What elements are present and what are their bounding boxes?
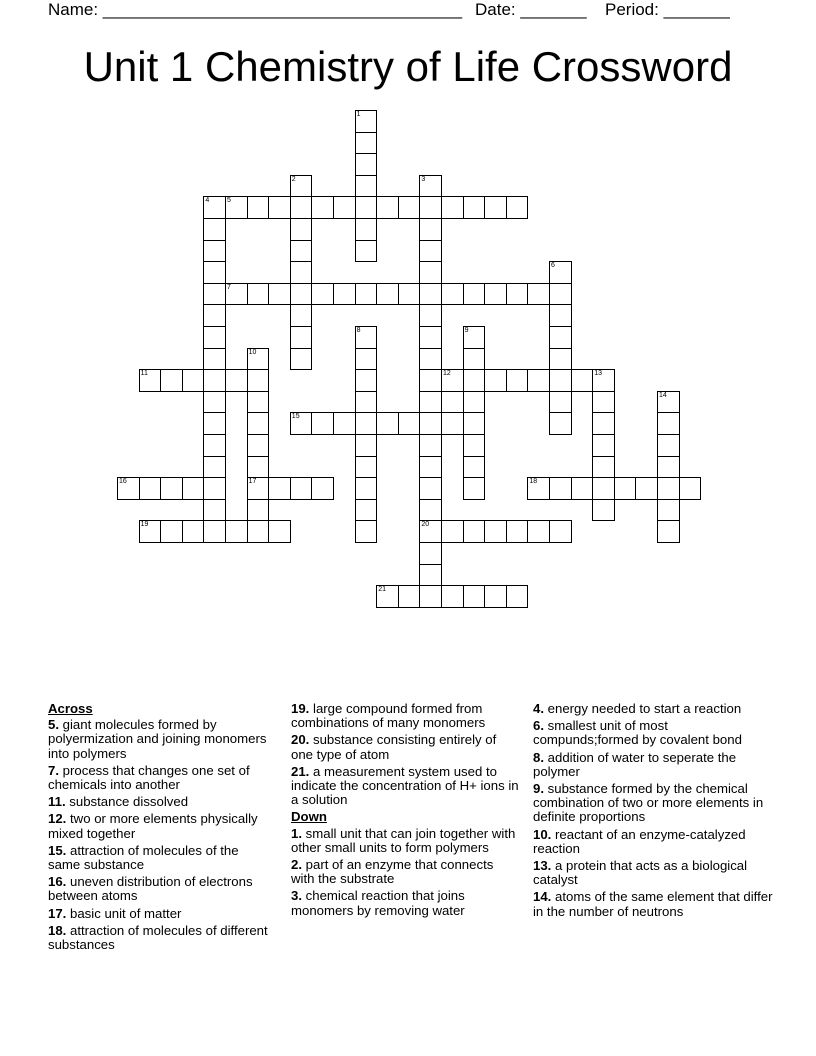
- crossword-cell[interactable]: [290, 477, 313, 500]
- crossword-cell[interactable]: [311, 283, 334, 306]
- crossword-cell[interactable]: [549, 520, 572, 543]
- crossword-cell[interactable]: [355, 499, 378, 522]
- clue-text: attraction of molecules of the same substance: [48, 842, 239, 873]
- crossword-cell[interactable]: [657, 499, 680, 522]
- crossword-cell[interactable]: [419, 304, 442, 327]
- cell-number: 9: [464, 327, 469, 334]
- cell-number: 3: [421, 175, 426, 183]
- crossword-cell[interactable]: [441, 196, 464, 219]
- clue-number: 7.: [48, 762, 59, 778]
- crossword-cell[interactable]: [203, 369, 226, 392]
- crossword-cell[interactable]: [419, 542, 442, 565]
- down-heading: Down: [291, 809, 327, 825]
- crossword-cell[interactable]: [441, 283, 464, 306]
- crossword-cell[interactable]: [182, 520, 205, 543]
- down-clue-list: [291, 827, 519, 918]
- crossword-cell[interactable]: [203, 412, 226, 435]
- crossword-cell[interactable]: [290, 412, 313, 435]
- down-clue: [533, 859, 773, 887]
- crossword-cell[interactable]: [398, 196, 421, 219]
- crossword-cell[interactable]: [290, 283, 313, 306]
- crossword-cell[interactable]: [506, 585, 529, 608]
- crossword-cell[interactable]: [311, 477, 334, 500]
- crossword-cell[interactable]: [549, 477, 572, 500]
- cell-number: 21: [378, 586, 386, 594]
- crossword-cell[interactable]: [549, 412, 572, 435]
- down-clue: [533, 828, 773, 856]
- crossword-cell[interactable]: [419, 196, 442, 219]
- clue-text: a protein that acts as a biological catalyst: [533, 858, 748, 888]
- crossword-cell[interactable]: [247, 391, 270, 414]
- crossword-cell[interactable]: [355, 348, 378, 371]
- crossword-cell[interactable]: [355, 326, 378, 349]
- crossword-cell[interactable]: [203, 261, 226, 284]
- cell-number: 6: [551, 262, 555, 270]
- clue-text: process that changes one set of chemicals into another: [48, 762, 250, 793]
- clue-number: 20.: [291, 732, 310, 748]
- crossword-cell[interactable]: [355, 456, 378, 479]
- crossword-cell[interactable]: [506, 283, 529, 306]
- down-clue: [533, 702, 773, 716]
- across-clue: [48, 924, 273, 952]
- crossword-cell[interactable]: [247, 477, 270, 500]
- crossword-cell[interactable]: [160, 520, 183, 543]
- crossword-cell[interactable]: [355, 369, 378, 392]
- clue-number: 17.: [48, 905, 67, 921]
- crossword-cell[interactable]: [203, 240, 226, 263]
- crossword-cell[interactable]: [247, 369, 270, 392]
- crossword-cell[interactable]: [592, 412, 615, 435]
- across-clue-list: [48, 718, 273, 952]
- crossword-cell[interactable]: [268, 477, 291, 500]
- clue-number: 5.: [48, 717, 59, 733]
- clue-text: attraction of molecules of different substances: [48, 922, 268, 953]
- crossword-cell[interactable]: [182, 477, 205, 500]
- crossword-cell[interactable]: [463, 196, 486, 219]
- crossword-cell[interactable]: [419, 434, 442, 457]
- crossword-cell[interactable]: [657, 434, 680, 457]
- crossword-cell[interactable]: [355, 196, 378, 219]
- crossword-cell[interactable]: [203, 391, 226, 414]
- crossword-cell[interactable]: [268, 283, 291, 306]
- crossword-cell[interactable]: [527, 369, 550, 392]
- clue-number: 19.: [291, 701, 310, 716]
- crossword-cell[interactable]: [355, 132, 378, 155]
- crossword-cell[interactable]: [549, 326, 572, 349]
- crossword-cell[interactable]: [549, 261, 572, 284]
- crossword-cell[interactable]: [398, 283, 421, 306]
- cell-number: 18: [529, 478, 538, 486]
- crossword-cell[interactable]: [247, 499, 270, 522]
- clue-number: 21.: [291, 763, 310, 779]
- crossword-cell[interactable]: [419, 520, 442, 543]
- crossword-cell[interactable]: [376, 196, 399, 219]
- crossword-cell[interactable]: [484, 520, 507, 543]
- period-field-label[interactable]: Period: _______: [605, 0, 730, 19]
- clue-number: 14.: [533, 889, 552, 905]
- crossword-cell[interactable]: [592, 499, 615, 522]
- crossword-cell[interactable]: [311, 196, 334, 219]
- crossword-cell[interactable]: [419, 348, 442, 371]
- crossword-cell[interactable]: [333, 412, 356, 435]
- crossword-cell[interactable]: [203, 304, 226, 327]
- clue-text: small unit that can join together with other small units to form polymers: [291, 825, 516, 855]
- crossword-cell[interactable]: [182, 369, 205, 392]
- crossword-cell[interactable]: [160, 369, 183, 392]
- clue-text: atoms of the same element that differ in the number of neutrons: [533, 889, 773, 919]
- down-clue: [533, 719, 773, 747]
- crossword-cell[interactable]: [592, 434, 615, 457]
- crossword-cell[interactable]: [117, 477, 140, 500]
- crossword-cell[interactable]: [549, 391, 572, 414]
- down-clue: [291, 858, 519, 886]
- crossword-cell[interactable]: [290, 218, 313, 241]
- crossword-cell[interactable]: [484, 283, 507, 306]
- date-field-label[interactable]: Date: _______: [475, 0, 587, 19]
- crossword-cell[interactable]: [376, 412, 399, 435]
- crossword-cell[interactable]: [592, 369, 615, 392]
- across-clue: [291, 733, 519, 761]
- clue-number: 16.: [48, 874, 67, 890]
- crossword-cell[interactable]: [463, 369, 486, 392]
- crossword-cell[interactable]: [247, 196, 270, 219]
- cell-number: 16: [119, 478, 127, 486]
- crossword-cell[interactable]: [419, 477, 442, 500]
- clue-number: 13.: [533, 858, 552, 874]
- crossword-cell[interactable]: [549, 283, 572, 306]
- crossword-cell[interactable]: [290, 348, 313, 371]
- crossword-cell[interactable]: [571, 477, 594, 500]
- cell-number: 4: [205, 197, 210, 205]
- crossword-cell[interactable]: [247, 456, 270, 479]
- clues-column-1: [48, 702, 273, 955]
- crossword-cell[interactable]: [398, 412, 421, 435]
- crossword-cell[interactable]: [139, 477, 162, 500]
- crossword-cell[interactable]: [463, 456, 486, 479]
- crossword-cell[interactable]: [203, 326, 226, 349]
- crossword-cell[interactable]: [506, 520, 529, 543]
- crossword-cell[interactable]: [527, 520, 550, 543]
- crossword-cell[interactable]: [290, 196, 313, 219]
- crossword-cell[interactable]: [333, 196, 356, 219]
- crossword-cell[interactable]: [549, 369, 572, 392]
- crossword-cell[interactable]: [527, 477, 550, 500]
- crossword-cell[interactable]: [355, 110, 378, 133]
- crossword-cell[interactable]: [203, 218, 226, 241]
- crossword-cell[interactable]: [484, 196, 507, 219]
- crossword-cell[interactable]: [419, 391, 442, 414]
- crossword-cell[interactable]: [376, 283, 399, 306]
- across-clue: [48, 795, 273, 809]
- clue-number: 9.: [533, 781, 544, 797]
- clue-number: 10.: [533, 826, 552, 842]
- crossword-cell[interactable]: [355, 434, 378, 457]
- crossword-cell[interactable]: [484, 585, 507, 608]
- crossword-cell[interactable]: [441, 585, 464, 608]
- clue-text: uneven distribution of electrons between atoms: [48, 874, 253, 904]
- clue-number: 12.: [48, 811, 67, 827]
- clue-number: 2.: [291, 857, 302, 873]
- crossword-cell[interactable]: [203, 499, 226, 522]
- clue-number: 18.: [48, 922, 67, 938]
- across-clue: [291, 702, 519, 730]
- crossword-cell[interactable]: [355, 240, 378, 263]
- crossword-cell[interactable]: [203, 520, 226, 543]
- page-title: Unit 1 Chemistry of Life Crossword: [83, 43, 733, 90]
- crossword-cell[interactable]: [419, 412, 442, 435]
- crossword-cell[interactable]: [247, 412, 270, 435]
- crossword-cell[interactable]: [355, 412, 378, 435]
- crossword-cell[interactable]: [419, 585, 442, 608]
- down-clue: [533, 751, 773, 779]
- name-field-label[interactable]: Name: ______________________________________: [48, 0, 463, 19]
- crossword-cell[interactable]: [333, 283, 356, 306]
- crossword-cell[interactable]: [679, 477, 702, 500]
- cell-number: 12: [443, 370, 451, 378]
- crossword-cell[interactable]: [160, 477, 183, 500]
- clue-number: 11.: [48, 794, 66, 810]
- cell-number: 5: [227, 197, 231, 205]
- down-clue-list-continued: [533, 702, 773, 919]
- crossword-cell[interactable]: [571, 369, 594, 392]
- crossword-cell[interactable]: [592, 477, 615, 500]
- crossword-cell[interactable]: [657, 520, 680, 543]
- crossword-cell[interactable]: [527, 283, 550, 306]
- down-clue: [291, 827, 519, 855]
- crossword-cell[interactable]: [419, 369, 442, 392]
- crossword-cell[interactable]: [290, 261, 313, 284]
- crossword-cell[interactable]: [247, 520, 270, 543]
- crossword-cell[interactable]: [419, 218, 442, 241]
- across-clue-list-continued: [291, 702, 519, 807]
- across-clue: [48, 812, 273, 840]
- across-clue: [48, 718, 273, 761]
- crossword-cell[interactable]: [657, 391, 680, 414]
- crossword-cell[interactable]: [463, 520, 486, 543]
- crossword-cell[interactable]: [657, 477, 680, 500]
- cell-number: 10: [248, 348, 257, 356]
- across-clue: [291, 765, 519, 808]
- clue-text: part of an enzyme that connects with the substrate: [291, 857, 494, 887]
- clue-text: smallest unit of most compunds;formed by covalent bond: [533, 718, 742, 748]
- crossword-cell[interactable]: [419, 499, 442, 522]
- crossword-cell[interactable]: [592, 456, 615, 479]
- crossword-cell[interactable]: [484, 369, 507, 392]
- crossword-cell[interactable]: [247, 434, 270, 457]
- crossword-cell[interactable]: [398, 585, 421, 608]
- cell-number: 8: [356, 327, 361, 334]
- clue-text: a measurement system used to indicate the concentration of H+ ions in a solution: [291, 763, 519, 808]
- clue-text: chemical reaction that joins monomers by removing water: [291, 888, 465, 918]
- across-clue: [48, 907, 273, 921]
- crossword-cell[interactable]: [463, 585, 486, 608]
- crossword-cell[interactable]: [290, 326, 313, 349]
- crossword-cell[interactable]: [463, 412, 486, 435]
- crossword-cell[interactable]: [592, 391, 615, 414]
- crossword-cell[interactable]: [419, 283, 442, 306]
- crossword-cell[interactable]: [355, 477, 378, 500]
- crossword-cell[interactable]: [247, 348, 270, 371]
- crossword-cell[interactable]: [355, 283, 378, 306]
- crossword-cell[interactable]: [203, 348, 226, 371]
- cell-number: 2: [291, 175, 296, 183]
- clue-text: addition of water to seperate the polymer: [533, 749, 737, 779]
- clue-number: 15.: [48, 842, 67, 858]
- clue-number: 8.: [533, 749, 544, 765]
- crossword-cell[interactable]: [419, 564, 442, 587]
- cell-number: 17: [248, 478, 257, 486]
- crossword-cell[interactable]: [355, 153, 378, 176]
- crossword-cell[interactable]: [225, 520, 248, 543]
- crossword-cell[interactable]: [635, 477, 658, 500]
- crossword-cell[interactable]: [463, 391, 486, 414]
- crossword-cell[interactable]: [549, 348, 572, 371]
- crossword-cell[interactable]: [441, 520, 464, 543]
- crossword-cell[interactable]: [463, 348, 486, 371]
- clues-column-2: [291, 702, 519, 921]
- clue-text: substance dissolved: [65, 794, 189, 810]
- cell-number: 19: [140, 521, 149, 529]
- across-clue: [48, 875, 273, 903]
- crossword-cell[interactable]: [355, 391, 378, 414]
- crossword-cell[interactable]: [203, 477, 226, 500]
- clue-text: basic unit of matter: [66, 905, 182, 921]
- crossword-cell[interactable]: [614, 477, 637, 500]
- crossword-cell[interactable]: [355, 520, 378, 543]
- clue-text: substance consisting entirely of one type of atom: [291, 732, 497, 762]
- crossword-cell[interactable]: [463, 326, 486, 349]
- crossword-cell[interactable]: [311, 412, 334, 435]
- clue-number: 4.: [533, 701, 544, 716]
- crossword-cell[interactable]: [355, 175, 378, 198]
- crossword-cell[interactable]: [419, 261, 442, 284]
- crossword-cell[interactable]: [139, 520, 162, 543]
- clue-number: 6.: [533, 718, 544, 734]
- crossword-cell[interactable]: [549, 304, 572, 327]
- down-clue: [533, 890, 773, 918]
- clue-text: energy needed to start a reaction: [544, 701, 742, 716]
- crossword-cell[interactable]: [268, 520, 291, 543]
- crossword-cell[interactable]: [441, 369, 464, 392]
- crossword-cell[interactable]: [203, 434, 226, 457]
- cell-number: 1: [356, 111, 361, 118]
- across-clue: [48, 764, 273, 792]
- crossword-cell[interactable]: [247, 283, 270, 306]
- crossword-cell[interactable]: [290, 304, 313, 327]
- crossword-cell[interactable]: [657, 456, 680, 479]
- crossword-cell[interactable]: [463, 434, 486, 457]
- crossword-cell[interactable]: [463, 477, 486, 500]
- clue-text: two or more elements physically mixed together: [48, 811, 258, 841]
- down-clue: [291, 889, 519, 917]
- clue-number: 3.: [291, 888, 302, 904]
- cell-number: 11: [140, 370, 148, 378]
- crossword-cell[interactable]: [657, 412, 680, 435]
- crossword-cell[interactable]: [268, 196, 291, 219]
- crossword-cell[interactable]: [419, 175, 442, 198]
- clues-column-3: [533, 702, 773, 922]
- cell-number: 20: [421, 521, 430, 529]
- cell-number: 14: [659, 391, 667, 399]
- crossword-cell[interactable]: [225, 196, 248, 219]
- cell-number: 15: [291, 413, 300, 421]
- crossword-cell[interactable]: [419, 240, 442, 263]
- crossword-cell[interactable]: [225, 283, 248, 306]
- crossword-cell[interactable]: [376, 585, 399, 608]
- crossword-cell[interactable]: [225, 369, 248, 392]
- crossword-cell[interactable]: [290, 175, 313, 198]
- crossword-cell[interactable]: [419, 456, 442, 479]
- crossword-cell[interactable]: [419, 326, 442, 349]
- clue-text: large compound formed from combinations of many monomers: [291, 701, 486, 731]
- crossword-cell[interactable]: [506, 196, 529, 219]
- crossword-cell[interactable]: [355, 218, 378, 241]
- crossword-cell[interactable]: [203, 283, 226, 306]
- clue-text: giant molecules formed by polyermization and joining monomers into polymers: [48, 717, 267, 761]
- crossword-cell[interactable]: [463, 283, 486, 306]
- clue-text: substance formed by the chemical combination of two or more elements in definite proportions: [533, 781, 764, 825]
- crossword-cell[interactable]: [290, 240, 313, 263]
- cell-number: 7: [227, 283, 231, 291]
- crossword-cell[interactable]: [441, 412, 464, 435]
- down-clue: [533, 782, 773, 825]
- crossword-cell[interactable]: [203, 456, 226, 479]
- crossword-cell[interactable]: [203, 196, 226, 219]
- across-clue: [48, 844, 273, 872]
- crossword-cell[interactable]: [506, 369, 529, 392]
- clue-text: reactant of an enzyme-catalyzed reaction: [533, 826, 746, 856]
- clue-number: 1.: [291, 825, 302, 841]
- across-heading: Across: [48, 701, 93, 716]
- cell-number: 13: [594, 370, 602, 378]
- crossword-cell[interactable]: [139, 369, 162, 392]
